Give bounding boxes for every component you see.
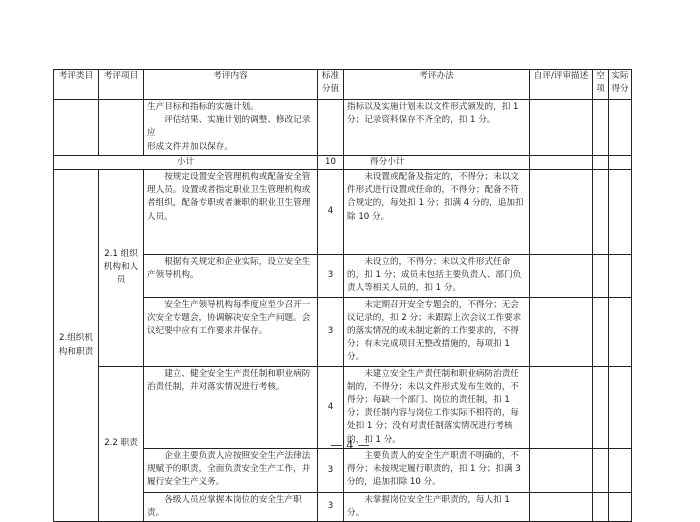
score-cell: 3 — [318, 255, 344, 298]
header-actual-score: 实际得分 — [609, 70, 632, 100]
header-row — [54, 70, 632, 100]
method-cell: 未掌握岗位安全生产职责的，每人扣 1 分。 — [344, 492, 530, 521]
category-cell: 2.组织机构和职责 — [54, 170, 99, 522]
evaluation-table — [53, 69, 632, 522]
header-na: 空项 — [593, 70, 609, 100]
subtotal-row — [54, 155, 632, 169]
content-cell: 企业主要负责人应按照安全生产法律法规赋予的职责，全面负责安全生产工作，并履行安全生产义务。 — [144, 448, 318, 492]
item-cell-2-2: 2.2 职责 — [99, 366, 144, 522]
item-cell-2-1: 2.1 组织机构和人员 — [99, 170, 144, 367]
header-method: 考评办法 — [344, 70, 530, 100]
header-category: 考评类目 — [54, 70, 99, 100]
table-row — [54, 170, 632, 255]
content-cell: 根据有关规定和企业实际，设立安全生产领导机构。 — [144, 255, 318, 298]
content-cell: 各级人员应掌握本岗位的安全生产职责。 — [144, 492, 318, 521]
score-cell: 3 — [318, 492, 344, 521]
method-cell: 主要负责人的安全生产职责不明确的，不得分；未按规定履行职责的，扣 1 分；扣满 3 分的，追加扣除 10 分。 — [344, 448, 530, 492]
score-cell: 3 — [318, 297, 344, 366]
score-cell: 4 — [318, 366, 344, 448]
table-row — [54, 100, 632, 156]
content-cell: 生产目标和指标的实施计划。 评估结果、实施计划的调整、修改记录应 形成文件并加以保存。 — [144, 100, 318, 156]
subtotal-method: 得分小计 — [344, 155, 530, 169]
header-self-assessment: 自评/评审描述 — [530, 70, 593, 100]
content-cell: 按规定设置安全管理机构或配备安全管理人员。设置或者指定职业卫生管理机构或者组织，配备专职或者兼职的职业卫生管理人员。 — [144, 170, 318, 255]
content-cell: 建立、健全安全生产责任制和职业病防治责任制，并对落实情况进行考核。 — [144, 366, 318, 448]
score-cell: 3 — [318, 448, 344, 492]
header-content: 考评内容 — [144, 70, 318, 100]
method-cell: 指标以及实施计划未以文件形式颁发的，扣 1 分；记录资料保存不齐全的，扣 1 分。 — [344, 100, 530, 156]
table-row — [54, 366, 632, 448]
page-number: — 4 — — [330, 438, 370, 452]
subtotal-label: 小计 — [54, 155, 318, 169]
header-item: 考评项目 — [99, 70, 144, 100]
header-score: 标准分值 — [318, 70, 344, 100]
method-cell: 未定期召开安全专题会的，不得分；无会议记录的，扣 2 分；未跟踪上次会议工作要求的落实情况的或未制定新的工作要求的，不得分；有未完成项目无整改措施的，每项扣 1 分。 — [344, 297, 530, 366]
method-cell: 未设置或配备及指定的，不得分；未以文件形式进行设置或任命的，不得分；配备不符合规定的，每处扣 1 分；扣满 4 分的，追加扣除 10 分。 — [344, 170, 530, 255]
method-cell: 未设立的，不得分；未以文件形式任命的，扣 1 分；成员未包括主要负责人、部门负责人等相关人员的，扣 1 分。 — [344, 255, 530, 298]
subtotal-score: 10 — [318, 155, 344, 169]
content-cell: 安全生产领导机构每季度应至少召开一次安全专题会，协调解决安全生产问题。会议纪要中应有工作要求并保存。 — [144, 297, 318, 366]
method-cell: 未建立安全生产责任制和职业病防治责任制的，不得分；未以文件形式发布生效的，不得分；每缺一个部门、岗位的责任制，扣 1 分；责任制内容与岗位工作实际不相符的，每处扣 1 分；没有对责任制落实情况进行考核的，扣 1 分。 — [344, 366, 530, 448]
score-cell: 4 — [318, 170, 344, 255]
